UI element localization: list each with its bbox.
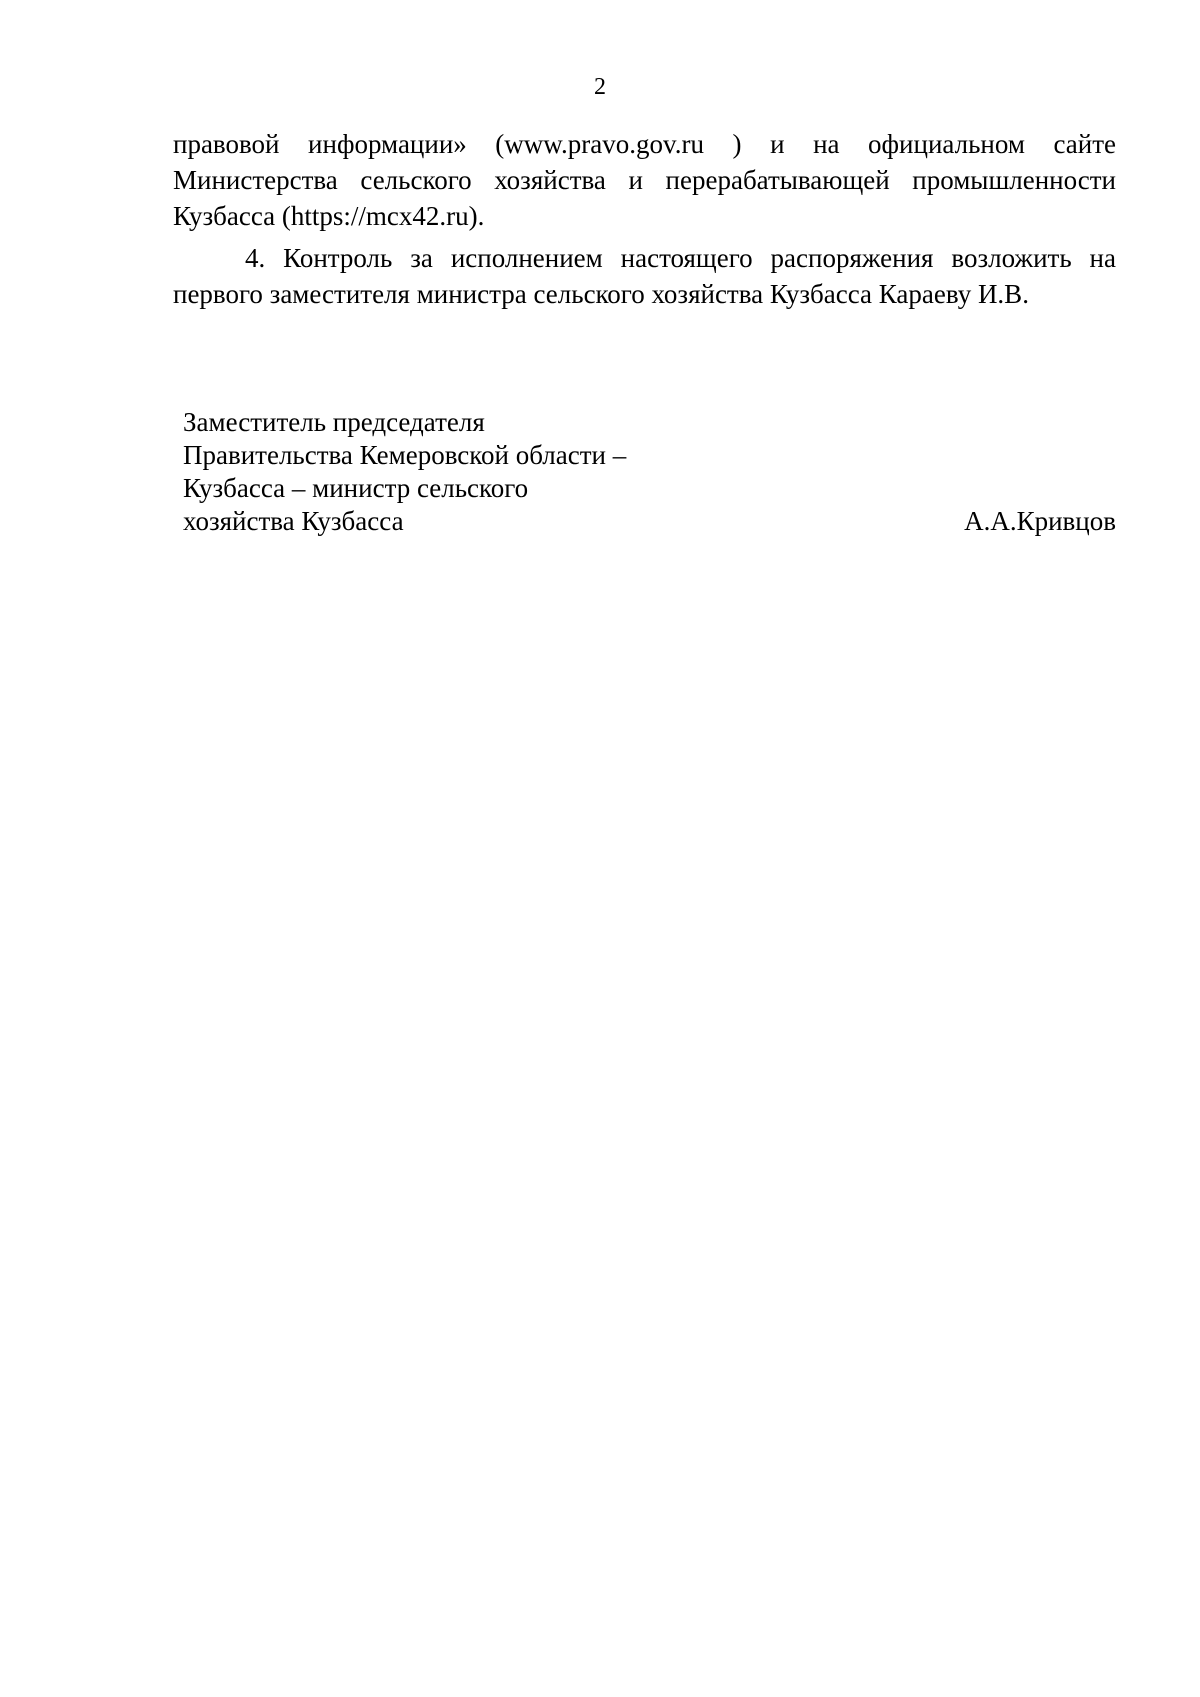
paragraph-4-line-1: 4. Контроль за исполнением настоящего распоряжения возложить на [245, 243, 1116, 273]
signature-title-line-4: хозяйства Кузбасса [183, 506, 404, 536]
signature-title-line-3: Кузбасса – министр сельского [183, 473, 529, 503]
signature-title-line-2: Правительства Кемеровской области – [183, 440, 627, 470]
page-number: 2 [594, 74, 606, 100]
paragraph-3-line-1: правовой информации» (www.pravo.gov.ru ) и на официальном сайте [173, 129, 1116, 159]
paragraph-4-line-2: первого заместителя министра сельского хозяйства Кузбасса Караеву И.В. [173, 279, 1029, 309]
signatory-name: А.А.Кривцов [964, 506, 1116, 536]
paragraph-3-line-3: Кузбасса (https://mcx42.ru). [173, 201, 485, 231]
signature-title-line-1: Заместитель председателя [183, 407, 485, 437]
paragraph-3-line-2: Министерства сельского хозяйства и перерабатывающей промышленности [173, 165, 1116, 195]
